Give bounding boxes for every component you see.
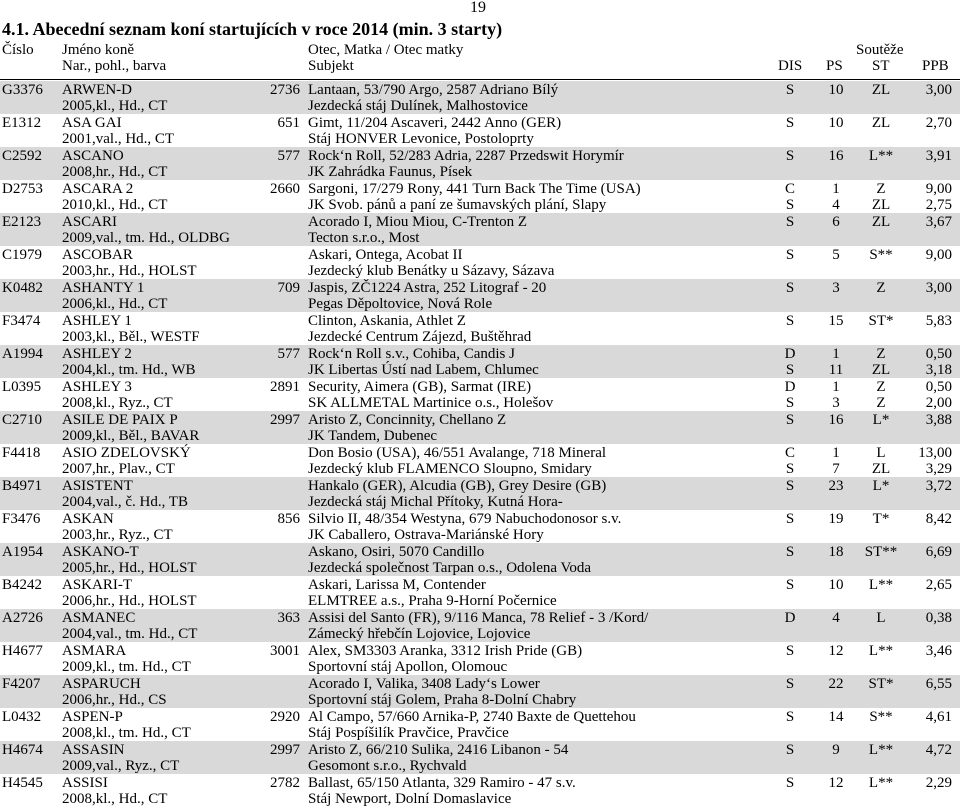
cell-ppb: 9,00 <box>925 247 952 263</box>
cell-ps: 16 <box>828 148 844 164</box>
cell-dis: S <box>785 461 795 477</box>
header-dis: DIS <box>778 58 803 74</box>
cell-name: ASMANEC <box>62 610 136 626</box>
cell-dis: S <box>785 643 795 659</box>
cell-ppb: 3,46 <box>925 643 952 659</box>
cell-pedigree: Hankalo (GER), Alcudia (GB), Grey Desire (GB) <box>308 478 607 494</box>
cell-ppb: 3,88 <box>925 412 952 428</box>
table-row <box>0 147 960 180</box>
cell-subject: Sportovní stáj Apollon, Olomouc <box>308 659 508 675</box>
cell-birth: 2004,val., tm. Hd., CT <box>62 626 198 642</box>
cell-birth: 2008,kl., tm. Hd., CT <box>62 725 191 741</box>
cell-ps: 18 <box>828 544 844 560</box>
cell-name: ASIO ZDELOVSKÝ <box>62 445 191 461</box>
cell-id: K0482 <box>2 280 43 296</box>
cell-birth: 2006,hr., Hd., HOLST <box>62 593 197 609</box>
cell-id: E2123 <box>2 214 42 230</box>
cell-dis: C <box>784 445 795 461</box>
cell-pedigree: Jaspis, ZČ1224 Astra, 252 Litograf - 20 <box>308 280 547 296</box>
cell-st: Z <box>876 181 886 197</box>
cell-num: 2736 <box>270 82 300 98</box>
cell-ppb: 6,55 <box>925 676 952 692</box>
cell-birth: 2009,val., tm. Hd., OLDBG <box>62 230 230 246</box>
cell-birth: 2008,kl., Ryz., CT <box>62 395 173 411</box>
page-number: 19 <box>470 0 486 16</box>
cell-id: C1979 <box>2 247 43 263</box>
table-row <box>0 774 960 807</box>
cell-pedigree: Askari, Larissa M, Contender <box>308 577 486 593</box>
cell-id: L0395 <box>2 379 42 395</box>
cell-name: ASPARUCH <box>62 676 141 692</box>
cell-dis: D <box>784 610 796 626</box>
cell-subject: Pegas Děpoltovice, Nová Role <box>308 296 493 312</box>
cell-st: S** <box>869 247 893 263</box>
cell-subject: ELMTREE a.s., Praha 9-Horní Počernice <box>308 593 557 609</box>
cell-pedigree: Rock‘n Roll, 52/283 Adria, 2287 Przedswit Horymír <box>308 148 624 164</box>
cell-num: 3001 <box>270 643 300 659</box>
cell-birth: 2006,hr., Hd., CS <box>62 692 167 708</box>
cell-birth: 2003,hr., Hd., HOLST <box>62 263 197 279</box>
cell-subject: Jezdecký klub FLAMENCO Sloupno, Smidary <box>308 461 592 477</box>
cell-subject: Stáj HONVER Levonice, Postoloprty <box>308 131 534 147</box>
table-row <box>0 312 960 345</box>
cell-st: ZL <box>871 214 891 230</box>
cell-birth: 2007,hr., Plav., CT <box>62 461 175 477</box>
cell-id: A2726 <box>2 610 43 626</box>
cell-pedigree: Al Campo, 57/660 Arnika-P, 2740 Baxte de Quettehou <box>308 709 636 725</box>
cell-id: B4971 <box>2 478 43 494</box>
cell-pedigree: Alex, SM3303 Aranka, 3312 Irish Pride (GB) <box>308 643 583 659</box>
cell-name: ASSISI <box>62 775 108 791</box>
table-row <box>0 411 960 444</box>
cell-pedigree: Assisi del Santo (FR), 9/116 Manca, 78 Relief - 3 /Kord/ <box>308 610 649 626</box>
header-jmeno: Jméno koně <box>62 42 135 58</box>
cell-ps: 3 <box>832 280 840 296</box>
cell-ppb: 3,00 <box>925 280 952 296</box>
header-narozeni: Nar., pohl., barva <box>62 58 167 74</box>
cell-ps: 6 <box>832 214 840 230</box>
cell-dis: S <box>785 313 795 329</box>
cell-ps: 12 <box>828 775 844 791</box>
table-row <box>0 378 960 411</box>
cell-num: 2891 <box>270 379 300 395</box>
cell-ps: 19 <box>828 511 844 527</box>
cell-ps: 22 <box>828 676 844 692</box>
cell-num: 856 <box>277 511 300 527</box>
cell-birth: 2004,val., č. Hd., TB <box>62 494 188 510</box>
header-ppb: PPB <box>922 58 949 74</box>
cell-st: L** <box>868 742 894 758</box>
cell-ppb: 5,83 <box>925 313 952 329</box>
cell-birth: 2005,hr., Hd., HOLST <box>62 560 197 576</box>
cell-st: ZL <box>871 461 891 477</box>
cell-st: ZL <box>871 115 891 131</box>
cell-num: 2920 <box>270 709 300 725</box>
cell-st: L** <box>868 577 894 593</box>
cell-pedigree: Clinton, Askania, Athlet Z <box>308 313 466 329</box>
cell-ppb: 4,61 <box>925 709 952 725</box>
cell-birth: 2008,hr., Hd., CT <box>62 164 168 180</box>
cell-st: ZL <box>871 197 891 213</box>
cell-name: ASHLEY 2 <box>62 346 132 362</box>
table-row <box>0 81 960 114</box>
cell-ps: 1 <box>832 445 840 461</box>
cell-name: ASSASIN <box>62 742 125 758</box>
cell-birth: 2005,kl., Hd., CT <box>62 98 168 114</box>
cell-dis: S <box>785 115 795 131</box>
cell-dis: S <box>785 214 795 230</box>
cell-num: 363 <box>277 610 300 626</box>
cell-id: C2592 <box>2 148 43 164</box>
cell-ps: 11 <box>828 362 844 378</box>
cell-subject: Jezdecká stáj Dulínek, Malhostovice <box>308 98 528 114</box>
cell-st: L** <box>868 643 894 659</box>
cell-num: 2997 <box>270 742 300 758</box>
cell-ppb: 6,69 <box>925 544 952 560</box>
cell-id: C2710 <box>2 412 43 428</box>
cell-dis: S <box>785 577 795 593</box>
cell-st: ZL <box>871 362 891 378</box>
cell-name: ASMARA <box>62 643 127 659</box>
cell-subject: Jezdecké Centrum Zájezd, Buštěhrad <box>308 329 532 345</box>
cell-st: L** <box>868 148 894 164</box>
cell-st: L* <box>872 412 890 428</box>
cell-st: L <box>876 445 886 461</box>
cell-id: L0432 <box>2 709 42 725</box>
cell-dis: S <box>785 709 795 725</box>
cell-ppb: 2,75 <box>925 197 952 213</box>
cell-ppb: 2,70 <box>925 115 952 131</box>
cell-id: H4545 <box>2 775 43 791</box>
cell-id: E1312 <box>2 115 42 131</box>
cell-st: L** <box>868 775 894 791</box>
cell-ppb: 0,50 <box>925 379 952 395</box>
cell-name: ASHLEY 3 <box>62 379 132 395</box>
cell-name: ASKANO-T <box>62 544 139 560</box>
cell-num: 2997 <box>270 412 300 428</box>
cell-ps: 3 <box>832 395 840 411</box>
cell-ps: 10 <box>828 82 844 98</box>
cell-ps: 7 <box>832 461 840 477</box>
cell-pedigree: Security, Aimera (GB), Sarmat (IRE) <box>308 379 532 395</box>
cell-name: ASKAN <box>62 511 114 527</box>
cell-pedigree: Rock‘n Roll s.v., Cohiba, Candis J <box>308 346 515 362</box>
cell-birth: 2004,kl., tm. Hd., WB <box>62 362 196 378</box>
cell-pedigree: Lantaan, 53/790 Argo, 2587 Adriano Bílý <box>308 82 559 98</box>
cell-ppb: 3,72 <box>925 478 952 494</box>
cell-id: G3376 <box>2 82 43 98</box>
cell-name: ASHLEY 1 <box>62 313 132 329</box>
header-cislo: Číslo <box>2 42 34 58</box>
table-row <box>0 246 960 279</box>
cell-ppb: 2,65 <box>925 577 952 593</box>
cell-pedigree: Ballast, 65/150 Atlanta, 329 Ramiro - 47 s.v. <box>308 775 576 791</box>
cell-name: ARWEN-D <box>62 82 132 98</box>
cell-st: S** <box>869 709 893 725</box>
cell-subject: JK Svob. pánů a paní ze šumavských plání, Slapy <box>308 197 607 213</box>
cell-ppb: 3,00 <box>925 82 952 98</box>
cell-birth: 2003,kl., Běl., WESTF <box>62 329 200 345</box>
cell-st: ST** <box>864 544 898 560</box>
cell-birth: 2006,kl., Hd., CT <box>62 296 168 312</box>
cell-ps: 23 <box>828 478 844 494</box>
cell-ppb: 3,18 <box>925 362 952 378</box>
table-row <box>0 180 960 213</box>
cell-dis: S <box>785 742 795 758</box>
cell-st: Z <box>876 379 886 395</box>
cell-subject: Jezdecká stáj Michal Přítoky, Kutná Hora- <box>308 494 563 510</box>
cell-dis: S <box>785 280 795 296</box>
cell-id: H4677 <box>2 643 43 659</box>
cell-birth: 2009,kl., Běl., BAVAR <box>62 428 200 444</box>
header-subjekt: Subjekt <box>308 58 354 74</box>
cell-st: ZL <box>871 82 891 98</box>
cell-pedigree: Askano, Osiri, 5070 Candillo <box>308 544 485 560</box>
cell-num: 2660 <box>270 181 300 197</box>
cell-dis: D <box>784 379 796 395</box>
cell-dis: S <box>785 395 795 411</box>
cell-ppb: 2,29 <box>925 775 952 791</box>
cell-id: F4418 <box>2 445 41 461</box>
cell-name: ASKARI-T <box>62 577 132 593</box>
cell-ppb: 0,38 <box>925 610 952 626</box>
cell-num: 577 <box>277 346 300 362</box>
cell-ps: 12 <box>828 643 844 659</box>
cell-ppb: 13,00 <box>918 445 952 461</box>
cell-name: ASILE DE PAIX P <box>62 412 178 428</box>
table-row <box>0 642 960 675</box>
table-row <box>0 543 960 576</box>
page-title: 4.1. Abecední seznam koní startujících v roce 2014 (min. 3 starty) <box>2 19 503 39</box>
cell-st: Z <box>876 346 886 362</box>
cell-pedigree: Askari, Ontega, Acobat II <box>308 247 463 263</box>
header-soutezne: Soutěže <box>856 42 904 58</box>
cell-ps: 1 <box>832 346 840 362</box>
cell-dis: S <box>785 412 795 428</box>
cell-dis: S <box>785 544 795 560</box>
table-row <box>0 213 960 246</box>
cell-pedigree: Gimt, 11/204 Ascaveri, 2442 Anno (GER) <box>308 115 562 131</box>
cell-ps: 10 <box>828 577 844 593</box>
cell-subject: Zámecký hřebčín Lojovice, Lojovice <box>308 626 531 642</box>
cell-dis: S <box>785 247 795 263</box>
cell-name: ASA GAI <box>62 115 122 131</box>
cell-ppb: 0,50 <box>925 346 952 362</box>
cell-st: L <box>876 610 886 626</box>
cell-st: ST* <box>868 676 894 692</box>
cell-subject: JK Caballero, Ostrava-Mariánské Hory <box>308 527 544 543</box>
cell-id: F3474 <box>2 313 41 329</box>
cell-ppb: 8,42 <box>925 511 952 527</box>
cell-ppb: 9,00 <box>925 181 952 197</box>
cell-ps: 4 <box>832 610 840 626</box>
cell-id: H4674 <box>2 742 43 758</box>
cell-name: ASCARA 2 <box>62 181 134 197</box>
cell-birth: 2009,kl., tm. Hd., CT <box>62 659 191 675</box>
cell-ppb: 3,91 <box>925 148 952 164</box>
cell-dis: S <box>785 362 795 378</box>
cell-st: Z <box>876 280 886 296</box>
cell-ppb: 4,72 <box>925 742 952 758</box>
header-otec: Otec, Matka / Otec matky <box>308 42 464 58</box>
cell-ppb: 3,67 <box>925 214 952 230</box>
cell-subject: Sportovní stáj Golem, Praha 8-Dolní Chabry <box>308 692 577 708</box>
cell-dis: S <box>785 676 795 692</box>
cell-ps: 1 <box>832 379 840 395</box>
cell-st: ST* <box>868 313 894 329</box>
cell-subject: Stáj Newport, Dolní Domaslavice <box>308 791 512 807</box>
cell-subject: JK Libertas Ústí nad Labem, Chlumec <box>308 362 539 378</box>
cell-st: Z <box>876 395 886 411</box>
table-row <box>0 114 960 147</box>
cell-subject: JK Zahrádka Faunus, Písek <box>308 164 473 180</box>
horse-table <box>0 81 960 807</box>
cell-st: T* <box>872 511 890 527</box>
cell-subject: Stáj Pospíšilík Pravčice, Pravčice <box>308 725 509 741</box>
cell-birth: 2003,hr., Ryz., CT <box>62 527 173 543</box>
cell-name: ASPEN-P <box>62 709 123 725</box>
table-row <box>0 708 960 741</box>
header-st: ST <box>872 58 890 74</box>
cell-name: ASHANTY 1 <box>62 280 145 296</box>
table-row <box>0 510 960 543</box>
cell-id: F4207 <box>2 676 41 692</box>
table-row <box>0 576 960 609</box>
cell-ps: 5 <box>832 247 840 263</box>
cell-birth: 2009,val., Ryz., CT <box>62 758 180 774</box>
cell-dis: S <box>785 82 795 98</box>
cell-pedigree: Silvio II, 48/354 Westyna, 679 Nabuchodonosor s.v. <box>308 511 622 527</box>
cell-name: ASCOBAR <box>62 247 133 263</box>
cell-ps: 1 <box>832 181 840 197</box>
cell-pedigree: Acorado I, Valika, 3408 Lady‘s Lower <box>308 676 540 692</box>
cell-id: A1954 <box>2 544 43 560</box>
table-row <box>0 741 960 774</box>
cell-name: ASCANO <box>62 148 124 164</box>
cell-num: 577 <box>277 148 300 164</box>
cell-dis: S <box>785 148 795 164</box>
cell-subject: JK Tandem, Dubenec <box>308 428 438 444</box>
cell-ppb: 2,00 <box>925 395 952 411</box>
cell-id: F3476 <box>2 511 41 527</box>
cell-ps: 9 <box>832 742 840 758</box>
cell-subject: Gesomont s.r.o., Rychvald <box>308 758 467 774</box>
cell-pedigree: Sargoni, 17/279 Rony, 441 Turn Back The Time (USA) <box>308 181 641 197</box>
cell-subject: SK ALLMETAL Martinice o.s., Holešov <box>308 395 554 411</box>
table-row <box>0 279 960 312</box>
cell-id: B4242 <box>2 577 43 593</box>
cell-name: ASCARI <box>62 214 118 230</box>
cell-num: 651 <box>277 115 300 131</box>
cell-birth: 2008,kl., Hd., CT <box>62 791 168 807</box>
cell-dis: S <box>785 511 795 527</box>
cell-name: ASISTENT <box>62 478 133 494</box>
cell-id: A1994 <box>2 346 43 362</box>
cell-pedigree: Aristo Z, 66/210 Sulika, 2416 Libanon - 54 <box>308 742 569 758</box>
cell-dis: S <box>785 197 795 213</box>
header-ps: PS <box>826 58 843 74</box>
cell-birth: 2010,kl., Hd., CT <box>62 197 168 213</box>
cell-ps: 15 <box>828 313 844 329</box>
cell-birth: 2001,val., Hd., CT <box>62 131 175 147</box>
cell-ps: 16 <box>828 412 844 428</box>
cell-ps: 10 <box>828 115 844 131</box>
cell-num: 2782 <box>270 775 300 791</box>
cell-dis: D <box>784 346 796 362</box>
table-row <box>0 444 960 477</box>
cell-pedigree: Aristo Z, Concinnity, Chellano Z <box>308 412 507 428</box>
table-row <box>0 345 960 378</box>
cell-num: 709 <box>277 280 300 296</box>
cell-dis: S <box>785 478 795 494</box>
cell-subject: Tecton s.r.o., Most <box>308 230 420 246</box>
cell-ps: 4 <box>832 197 840 213</box>
cell-pedigree: Acorado I, Miou Miou, C-Trenton Z <box>308 214 528 230</box>
cell-ppb: 3,29 <box>925 461 952 477</box>
cell-st: L* <box>872 478 890 494</box>
cell-id: D2753 <box>2 181 43 197</box>
table-row <box>0 675 960 708</box>
table-row <box>0 609 960 642</box>
cell-dis: C <box>784 181 795 197</box>
cell-dis: S <box>785 775 795 791</box>
cell-subject: Jezdecký klub Benátky u Sázavy, Sázava <box>308 263 555 279</box>
header-divider <box>0 79 960 80</box>
cell-ps: 14 <box>828 709 844 725</box>
cell-pedigree: Don Bosio (USA), 46/551 Avalange, 718 Mineral <box>308 445 607 461</box>
cell-subject: Jezdecká společnost Tarpan o.s., Odolena Voda <box>308 560 592 576</box>
table-row <box>0 477 960 510</box>
